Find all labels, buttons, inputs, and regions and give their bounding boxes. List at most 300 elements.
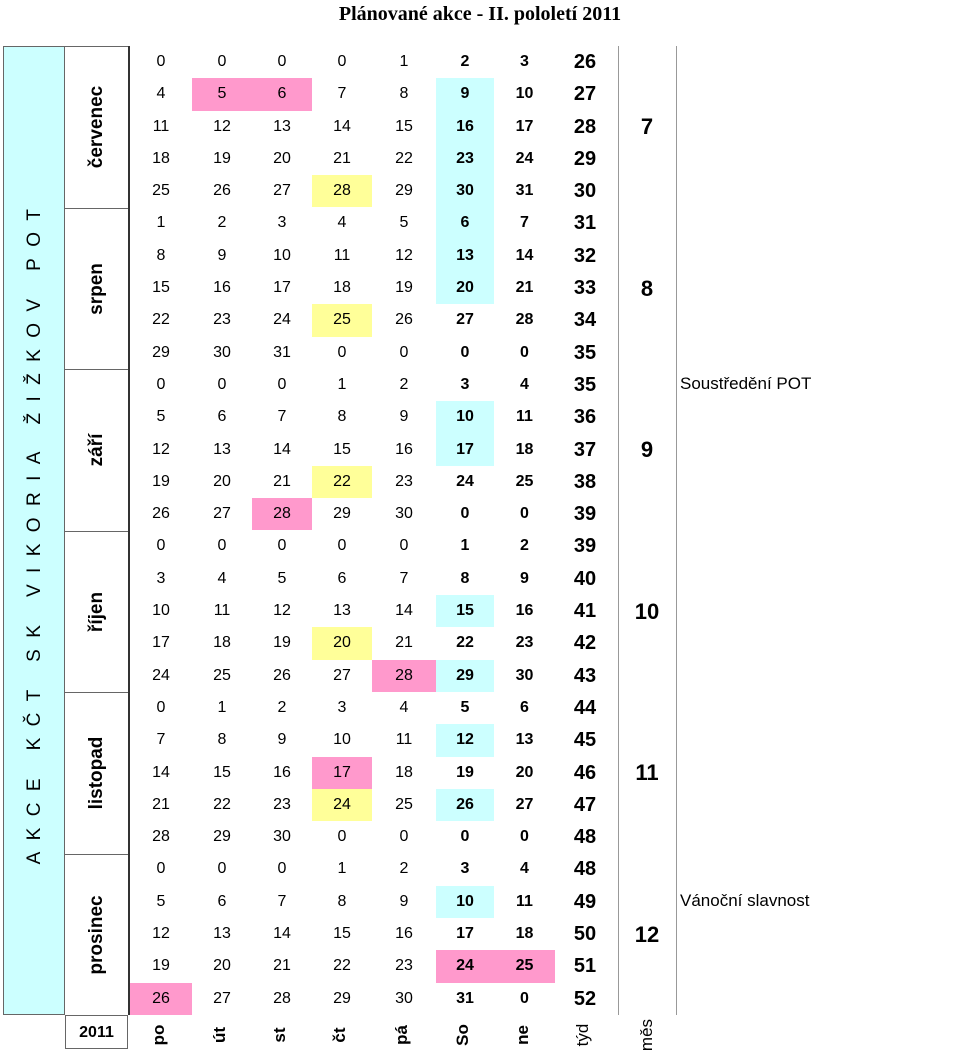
day-cell: 0 [337, 343, 347, 361]
month-number: 10 [634, 598, 660, 624]
day-cell: 9 [217, 246, 227, 264]
calendar-row [130, 304, 620, 336]
day-header-label: čt [330, 1027, 349, 1043]
day-cell: 7 [399, 569, 409, 587]
calendar-row [130, 950, 620, 982]
calendar-row [130, 434, 620, 466]
day-cell: 22 [152, 311, 170, 329]
week-number: 50 [573, 923, 597, 946]
week-number: 27 [573, 83, 597, 106]
day-cell: 6 [217, 408, 227, 426]
day-cell: 4 [520, 375, 529, 393]
day-cell: 27 [515, 795, 534, 813]
day-cell: 21 [273, 472, 291, 490]
calendar-row [130, 627, 620, 659]
calendar-row [130, 983, 620, 1015]
month-number: 8 [640, 275, 654, 301]
month-number: 7 [640, 114, 654, 139]
week-number: 47 [573, 793, 597, 816]
week-number: 36 [573, 406, 597, 429]
day-cell: 3 [337, 698, 347, 716]
event-note: Vánoční slavnost [680, 890, 810, 910]
day-header [618, 1015, 676, 1055]
calendar-row [130, 369, 620, 401]
day-cell: 0 [217, 537, 227, 555]
day-cell: 4 [337, 214, 347, 232]
day-cell: 21 [152, 795, 170, 813]
day-cell: 29 [436, 660, 494, 692]
day-cell: 26 [436, 789, 494, 821]
calendar-row [130, 111, 620, 143]
day-cell: 8 [217, 731, 227, 749]
day-cell: 4 [156, 85, 166, 103]
day-cell: 0 [399, 537, 409, 555]
day-cell: 3 [460, 375, 470, 393]
calendar-row [130, 272, 620, 304]
day-cell: 22 [312, 466, 372, 498]
week-number: 48 [573, 826, 597, 849]
day-cell: 15 [152, 279, 170, 297]
week-number: 32 [573, 244, 597, 267]
day-cell: 7 [156, 731, 166, 749]
day-cell: 22 [456, 634, 474, 652]
day-cell: 3 [520, 53, 529, 70]
day-cell: 25 [213, 666, 231, 684]
day-cell: 0 [277, 537, 287, 555]
day-cell: 4 [520, 860, 529, 878]
week-number: 39 [573, 503, 597, 526]
week-number: 35 [573, 341, 597, 364]
calendar-row [130, 724, 620, 756]
calendar-row [130, 143, 620, 175]
day-cell: 0 [399, 343, 409, 361]
week-number: 35 [573, 373, 597, 396]
day-cell: 8 [460, 569, 470, 587]
day-cell: 25 [395, 795, 413, 813]
day-header-label: st [270, 1027, 289, 1043]
day-cell: 0 [460, 343, 470, 361]
day-cell: 13 [213, 925, 231, 943]
day-cell: 17 [456, 925, 474, 943]
day-cell: 19 [273, 634, 291, 652]
week-number: 33 [573, 277, 597, 300]
day-cell: 30 [515, 666, 534, 684]
day-cell: 9 [520, 569, 529, 587]
day-cell: 0 [399, 828, 409, 846]
day-cell: 24 [312, 789, 372, 821]
day-cell: 19 [395, 279, 413, 297]
day-cell: 5 [156, 892, 166, 910]
day-cell: 4 [217, 569, 227, 587]
day-cell: 0 [520, 828, 529, 846]
day-cell: 27 [213, 505, 231, 523]
day-cell: 16 [395, 925, 413, 943]
day-cell: 2 [399, 375, 409, 393]
month-column [65, 46, 128, 1016]
day-cell: 4 [399, 698, 409, 716]
day-cell: 24 [273, 311, 291, 329]
day-cell: 16 [395, 440, 413, 458]
day-cell: 18 [515, 440, 534, 458]
week-number: 51 [573, 955, 597, 978]
day-cell: 20 [213, 957, 231, 975]
day-cell: 10 [273, 246, 291, 264]
day-cell: 14 [395, 602, 413, 620]
day-cell: 13 [273, 117, 291, 135]
week-number: 38 [573, 470, 597, 493]
day-cell: 13 [436, 240, 494, 272]
month-block [65, 370, 128, 532]
day-cell: 29 [333, 989, 351, 1007]
day-cell: 0 [156, 698, 166, 716]
day-cell: 16 [213, 279, 231, 297]
day-cell: 25 [152, 182, 170, 200]
calendar-grid [128, 46, 620, 1015]
day-cell: 27 [456, 311, 474, 329]
day-cell: 28 [312, 175, 372, 207]
week-number: 44 [573, 696, 597, 719]
day-cell: 6 [520, 698, 529, 716]
day-cell: 0 [520, 343, 529, 361]
day-cell: 0 [460, 505, 470, 523]
day-header [370, 1015, 434, 1055]
day-cell: 20 [515, 763, 534, 781]
day-cell: 14 [152, 763, 170, 781]
day-cell: 20 [273, 149, 291, 167]
day-cell: 12 [213, 117, 231, 135]
calendar-row [130, 207, 620, 239]
day-cell: 10 [515, 85, 534, 103]
day-cell: 21 [273, 957, 291, 975]
day-cell: 22 [333, 957, 351, 975]
day-cell: 26 [152, 505, 170, 523]
week-number: 49 [573, 890, 597, 913]
day-cell: 11 [333, 246, 351, 264]
day-cell: 31 [273, 343, 291, 361]
day-cell: 3 [277, 214, 287, 232]
day-cell: 15 [213, 763, 231, 781]
day-cell: 22 [213, 795, 231, 813]
day-cell: 24 [436, 950, 494, 982]
day-cell: 19 [456, 763, 474, 781]
day-cell: 24 [515, 149, 534, 167]
day-cell: 23 [213, 311, 231, 329]
day-cell: 18 [395, 763, 413, 781]
calendar-row [130, 466, 620, 498]
month-number: 11 [635, 760, 659, 785]
event-note: Soustředění POT [680, 374, 812, 393]
day-cell: 20 [213, 472, 231, 490]
day-cell: 27 [273, 182, 291, 200]
day-cell: 19 [152, 957, 170, 975]
sidebar-banner [3, 46, 65, 1015]
day-cell: 0 [217, 375, 227, 393]
week-number: 46 [573, 761, 597, 784]
day-cell: 1 [337, 375, 347, 393]
calendar-row [130, 175, 620, 207]
calendar-row [130, 886, 620, 918]
day-cell: 28 [372, 660, 436, 692]
day-cell: 10 [333, 731, 351, 749]
day-cell: 11 [516, 892, 533, 910]
month-number: 9 [640, 437, 654, 462]
day-cell: 2 [460, 53, 470, 70]
day-cell: 24 [456, 472, 474, 490]
day-cell: 17 [273, 279, 291, 297]
calendar-row [130, 595, 620, 627]
day-cell: 14 [333, 117, 351, 135]
day-cell: 19 [213, 149, 231, 167]
day-header-label: So [453, 1024, 472, 1046]
day-header [310, 1015, 370, 1055]
day-cell: 0 [217, 53, 227, 70]
day-cell: 16 [273, 763, 291, 781]
day-cell: 0 [277, 53, 287, 70]
day-cell: 23 [395, 472, 413, 490]
day-header-label: po [149, 1024, 168, 1046]
day-cell: 31 [456, 989, 474, 1007]
day-cell: 2 [520, 537, 529, 555]
day-cell: 12 [152, 925, 170, 943]
day-header [128, 1015, 190, 1055]
day-cell: 28 [515, 311, 534, 329]
sidebar-text: AKCE KČT SK VIKORIA ŽIŽKOV POT [24, 197, 45, 865]
day-cell: 7 [337, 85, 347, 103]
day-cell: 15 [436, 595, 494, 627]
day-cell: 25 [515, 472, 534, 490]
day-cell: 18 [152, 149, 170, 167]
week-number: 28 [573, 115, 597, 138]
month-block [65, 693, 128, 855]
calendar-row [130, 337, 620, 369]
day-cell: 0 [156, 375, 166, 393]
day-cell: 2 [277, 698, 287, 716]
day-header-label: týd [573, 1023, 592, 1047]
day-cell: 0 [520, 989, 529, 1007]
calendar-row [130, 530, 620, 562]
day-cell: 25 [312, 304, 372, 336]
day-cell: 0 [520, 505, 529, 523]
day-cell: 1 [156, 214, 166, 232]
week-number: 42 [573, 632, 597, 655]
calendar-row [130, 757, 620, 789]
day-cell: 29 [395, 182, 413, 200]
day-cell: 7 [277, 408, 287, 426]
day-cell: 28 [273, 989, 291, 1007]
day-cell: 12 [395, 246, 413, 264]
day-cell: 8 [337, 892, 347, 910]
day-cell: 5 [277, 569, 287, 587]
day-cell: 14 [273, 440, 291, 458]
day-cell: 26 [395, 311, 413, 329]
day-cell: 18 [213, 634, 231, 652]
day-cell: 21 [515, 279, 534, 297]
day-cell: 28 [152, 828, 170, 846]
day-cell: 29 [213, 828, 231, 846]
day-cell: 16 [515, 602, 534, 620]
day-cell: 10 [436, 886, 494, 918]
day-cell: 12 [436, 724, 494, 756]
day-cell: 8 [399, 85, 409, 103]
day-cell: 15 [395, 117, 413, 135]
day-cell: 11 [395, 731, 413, 749]
calendar-row [130, 498, 620, 530]
week-number: 45 [573, 729, 597, 752]
day-header [553, 1015, 613, 1055]
month-name: srpen [85, 262, 107, 315]
day-header-label: pá [392, 1025, 411, 1045]
day-cell: 9 [399, 408, 409, 426]
year-label: 2011 [65, 1015, 128, 1049]
day-cell: 5 [399, 214, 409, 232]
day-cell: 5 [156, 408, 166, 426]
day-cell: 3 [156, 569, 166, 587]
day-cell: 10 [436, 401, 494, 433]
day-cell: 12 [273, 602, 291, 620]
day-cell: 0 [337, 53, 347, 70]
day-cell: 11 [152, 117, 170, 135]
day-cell: 14 [273, 925, 291, 943]
month-name: září [85, 433, 107, 467]
day-header-label: út [210, 1026, 229, 1044]
day-cell: 0 [156, 537, 166, 555]
day-cell: 1 [460, 537, 470, 555]
day-header [190, 1015, 250, 1055]
day-cell: 20 [312, 627, 372, 659]
day-cell: 7 [520, 214, 529, 232]
week-number: 30 [573, 180, 597, 203]
day-cell: 8 [156, 246, 166, 264]
day-cell: 9 [436, 78, 494, 110]
calendar-row [130, 46, 620, 78]
day-cell: 12 [152, 440, 170, 458]
day-cell: 25 [494, 950, 555, 982]
day-cell: 13 [515, 731, 534, 749]
week-number: 40 [573, 567, 597, 590]
day-header [492, 1015, 553, 1055]
week-number: 29 [573, 147, 597, 170]
month-name: červenec [85, 86, 107, 169]
day-cell: 13 [333, 602, 351, 620]
month-name: říjen [85, 591, 107, 632]
day-cell: 17 [152, 634, 170, 652]
day-cell: 20 [436, 272, 494, 304]
day-cell: 21 [333, 149, 351, 167]
day-cell: 19 [152, 472, 170, 490]
day-header [250, 1015, 310, 1055]
day-cell: 6 [436, 207, 494, 239]
day-cell: 15 [333, 440, 351, 458]
day-cell: 0 [277, 375, 287, 393]
day-cell: 9 [399, 892, 409, 910]
calendar-row [130, 821, 620, 853]
day-cell: 14 [515, 246, 534, 264]
day-cell: 10 [152, 602, 170, 620]
day-cell: 17 [312, 757, 372, 789]
day-cell: 9 [277, 731, 287, 749]
day-cell: 2 [399, 860, 409, 878]
day-cell: 26 [273, 666, 291, 684]
week-number: 34 [573, 309, 597, 332]
day-cell: 30 [436, 175, 494, 207]
day-cell: 29 [152, 343, 170, 361]
calendar-row [130, 563, 620, 595]
day-cell: 31 [515, 182, 534, 200]
day-header [434, 1015, 492, 1055]
day-cell: 5 [460, 698, 470, 716]
day-header-label: ne [512, 1025, 532, 1045]
day-cell: 30 [273, 828, 291, 846]
day-cell: 17 [436, 434, 494, 466]
day-cell: 23 [515, 634, 534, 652]
week-number: 43 [573, 664, 597, 687]
calendar-row [130, 853, 620, 885]
calendar-row [130, 401, 620, 433]
month-block [65, 532, 128, 694]
day-cell: 1 [337, 860, 347, 878]
month-name: listopad [85, 736, 107, 810]
day-cell: 26 [130, 983, 192, 1015]
divider [676, 46, 677, 1015]
month-block [65, 47, 128, 209]
day-header-label: měs [637, 1018, 656, 1052]
day-cell: 27 [213, 989, 231, 1007]
calendar-row [130, 692, 620, 724]
day-cell: 11 [516, 408, 533, 426]
day-cell: 0 [277, 860, 287, 878]
day-cell: 0 [156, 53, 166, 70]
calendar-row [130, 78, 620, 110]
day-cell: 18 [333, 279, 351, 297]
day-cell: 0 [217, 860, 227, 878]
day-cell: 23 [395, 957, 413, 975]
day-cell: 30 [395, 505, 413, 523]
day-cell: 22 [395, 149, 413, 167]
day-cell: 6 [217, 892, 227, 910]
day-cell: 11 [213, 602, 231, 620]
day-cell: 2 [217, 214, 227, 232]
day-cell: 0 [337, 537, 347, 555]
day-cell: 24 [152, 666, 170, 684]
day-cell: 28 [252, 498, 312, 530]
day-cell: 0 [460, 828, 470, 846]
day-cell: 6 [337, 569, 347, 587]
month-number: 12 [634, 921, 660, 947]
month-name: prosinec [85, 895, 107, 975]
day-cell: 5 [192, 78, 252, 110]
calendar-row [130, 240, 620, 272]
week-number: 52 [573, 987, 597, 1010]
day-cell: 21 [395, 634, 413, 652]
day-cell: 30 [213, 343, 231, 361]
day-cell: 29 [333, 505, 351, 523]
page-title: Plánované akce - II. pololetí 2011 [338, 3, 622, 25]
day-cell: 0 [337, 828, 347, 846]
day-cell: 30 [395, 989, 413, 1007]
day-cell: 1 [399, 53, 409, 70]
day-cell: 18 [515, 925, 534, 943]
week-number: 37 [573, 438, 597, 461]
day-cell: 23 [436, 143, 494, 175]
week-number: 39 [573, 535, 597, 558]
day-cell: 1 [217, 698, 227, 716]
week-number: 41 [573, 600, 597, 623]
day-cell: 16 [436, 111, 494, 143]
day-cell: 13 [213, 440, 231, 458]
calendar-row [130, 918, 620, 950]
calendar-row [130, 789, 620, 821]
day-cell: 3 [460, 860, 470, 878]
